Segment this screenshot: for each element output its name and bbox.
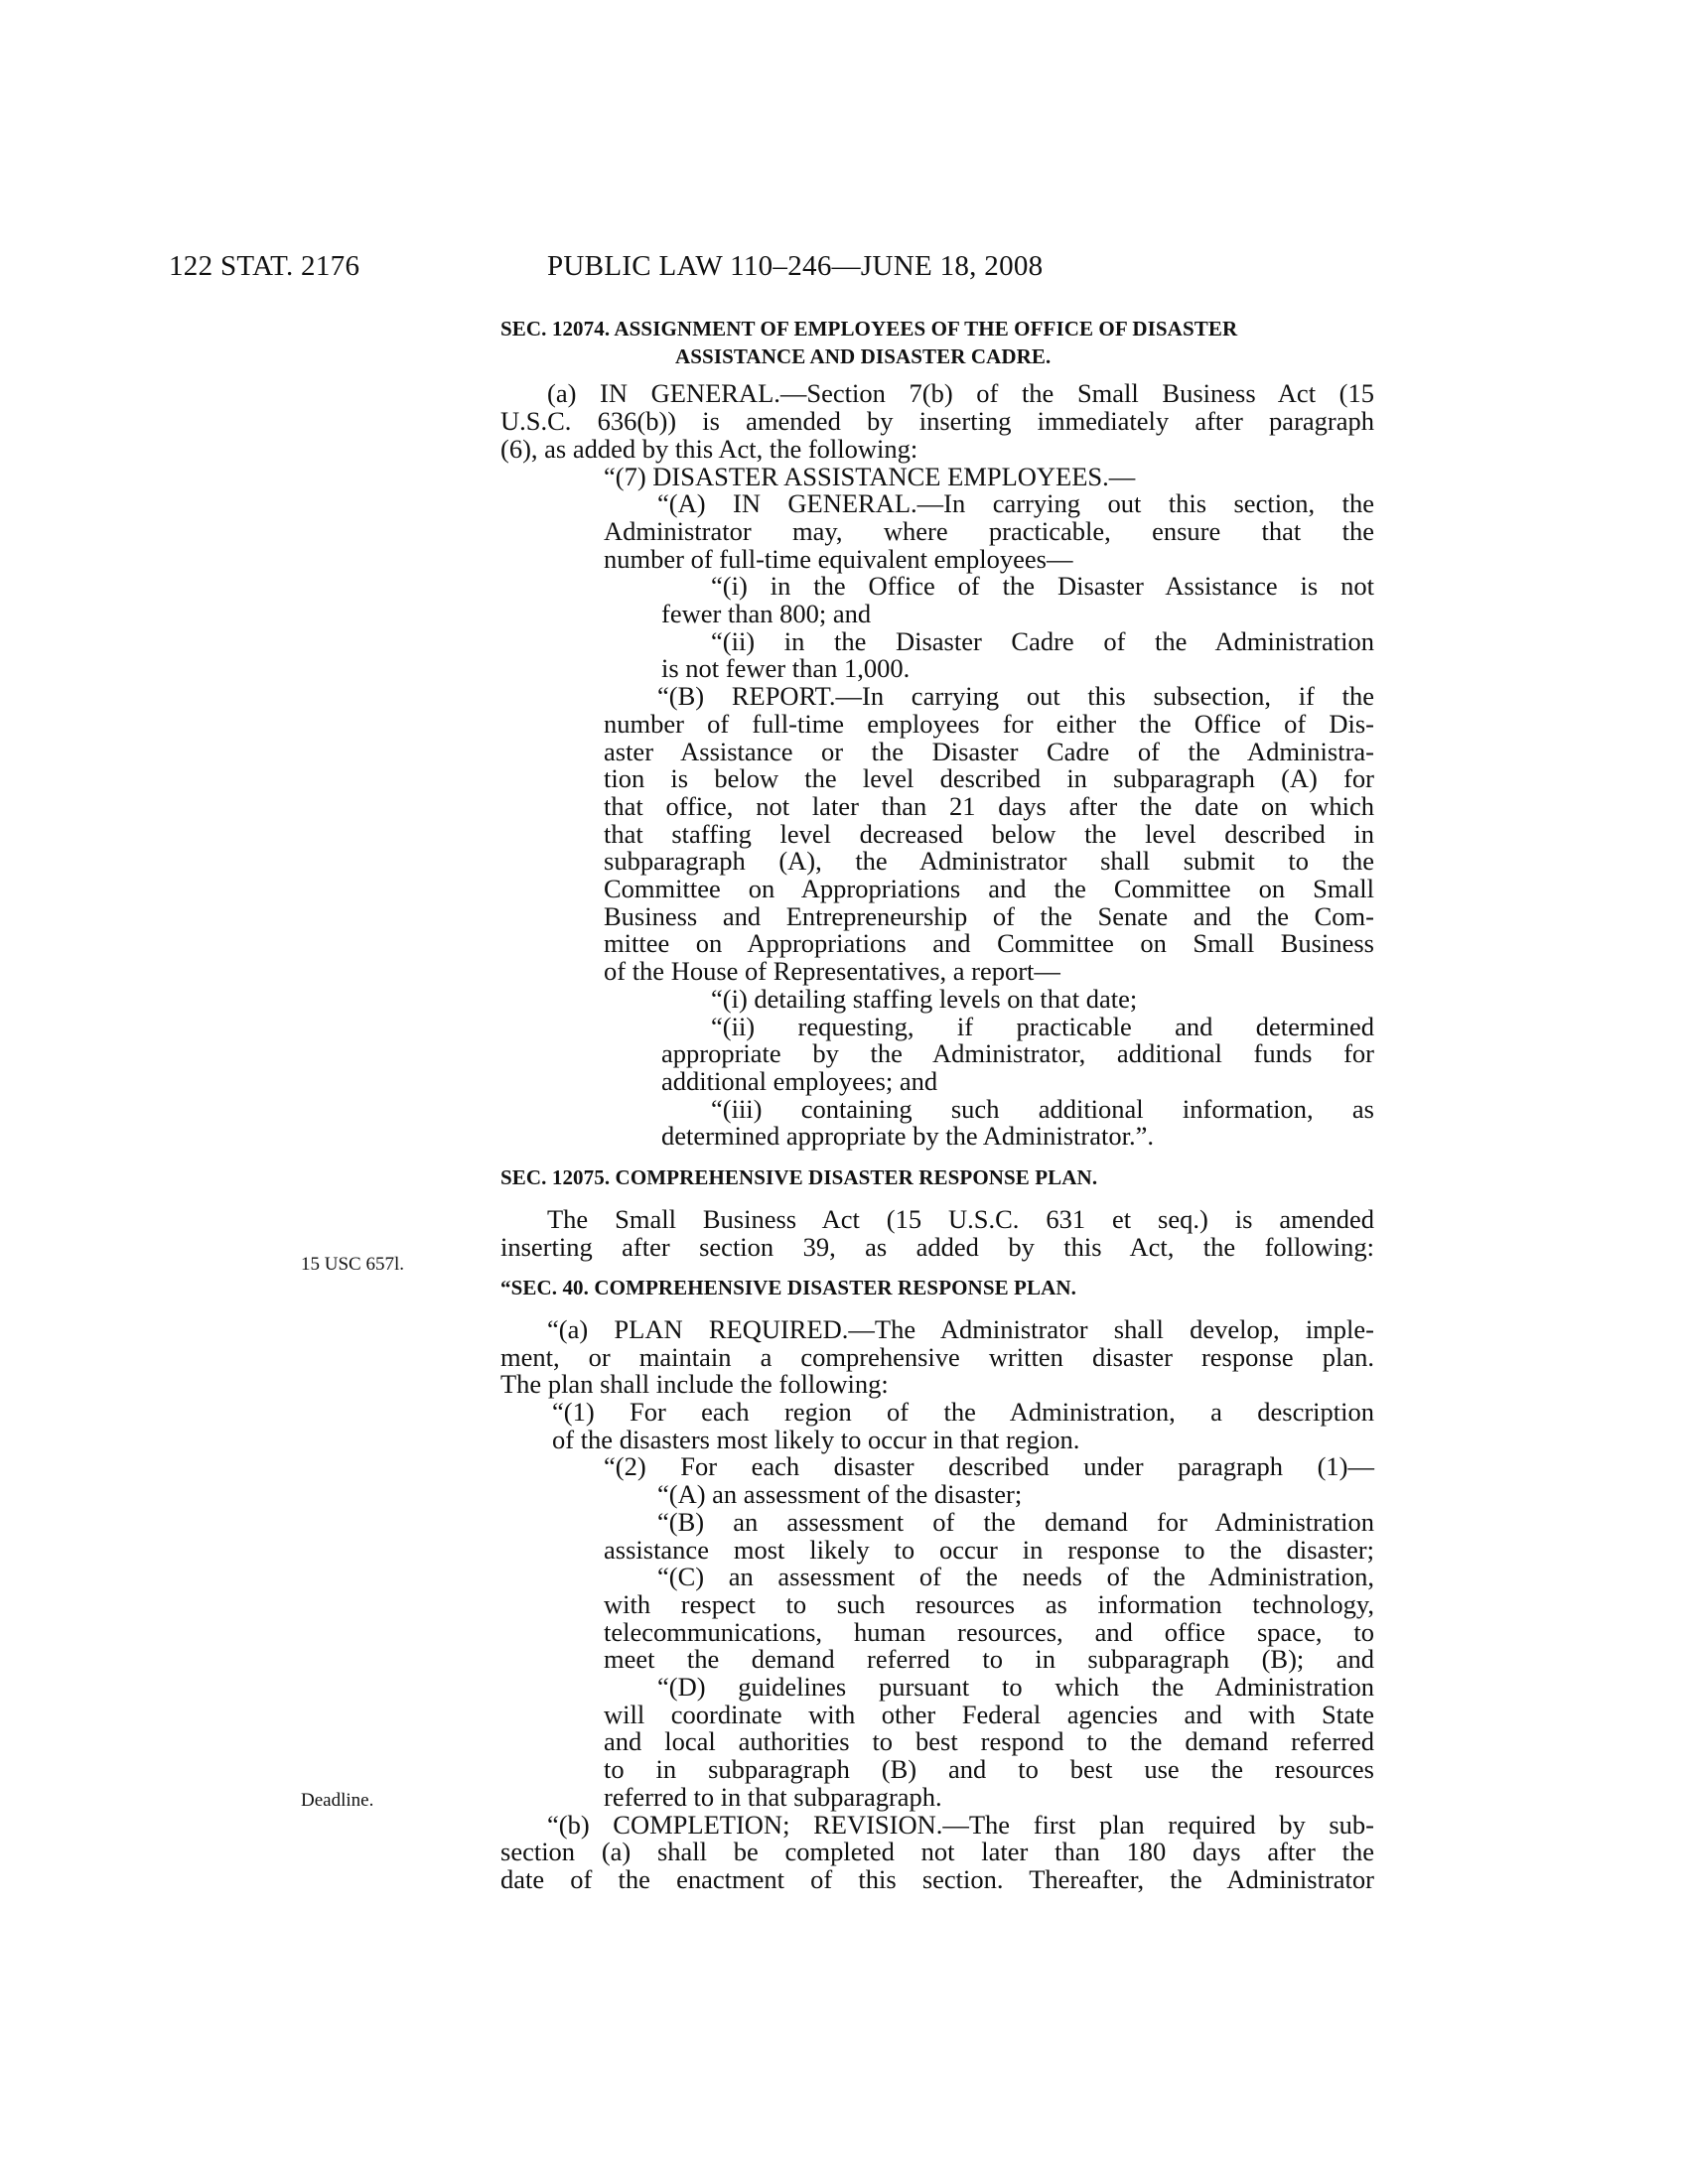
text-line: number of full-time equivalent employees—	[604, 543, 1073, 574]
text-line: that staffing level decreased below the level described in	[604, 818, 1374, 849]
text-line: The Small Business Act (15 U.S.C. 631 et seq.) is amended	[547, 1203, 1374, 1234]
text-line: section (a) shall be completed not later than 180 days after the	[500, 1837, 1374, 1867]
text-line: “(1) For each region of the Administration, a description	[552, 1397, 1374, 1428]
text-line: Administrator may, where practicable, ensure that the	[604, 515, 1374, 546]
text-line: subparagraph (A), the Administrator shall submit to the	[604, 846, 1374, 877]
text-line: U.S.C. 636(b)) is amended by inserting immediately after paragraph	[500, 406, 1374, 437]
text-line: inserting after section 39, as added by this Act, the following:	[500, 1231, 1374, 1262]
text-line: “(B) an assessment of the demand for Administration	[657, 1506, 1374, 1537]
text-line: “(B) REPORT.—In carrying out this subsection, if the	[657, 681, 1374, 712]
text-line: and local authorities to best respond to the demand referred	[604, 1726, 1374, 1757]
page-running-header: PUBLIC LAW 110–246—JUNE 18, 2008	[547, 250, 1044, 282]
document-body	[500, 316, 1374, 1894]
text-line: meet the demand referred to in subparagraph (B); and	[604, 1644, 1374, 1675]
text-line: “(ii) in the Disaster Cadre of the Administration	[711, 625, 1374, 656]
text-line: “(b) COMPLETION; REVISION.—The first plan required by sub-	[547, 1809, 1374, 1840]
text-line: of the House of Representatives, a report—	[604, 956, 1060, 987]
text-line: “(i) in the Office of the Disaster Assistance is not	[711, 571, 1374, 602]
text-line: ment, or maintain a comprehensive written disaster response plan.	[500, 1341, 1374, 1372]
text-line: to in subparagraph (B) and to best use the resources	[604, 1754, 1374, 1785]
text-line: “(a) PLAN REQUIRED.—The Administrator shall develop, imple-	[547, 1313, 1374, 1344]
text-line: with respect to such resources as information technology,	[604, 1588, 1374, 1619]
text-line: “(iii) containing such additional information, as	[711, 1093, 1374, 1124]
text-line: appropriate by the Administrator, additional funds for	[661, 1038, 1374, 1069]
text-line: fewer than 800; and	[661, 599, 872, 629]
section-heading: ASSISTANCE AND DISASTER CADRE.	[675, 343, 1052, 368]
text-line: (6), as added by this Act, the following:	[500, 433, 918, 464]
margin-note-deadline: Deadline.	[301, 1790, 374, 1811]
text-line: aster Assistance or the Disaster Cadre of the Administra-	[604, 736, 1374, 766]
text-line: telecommunications, human resources, and office space, to	[604, 1616, 1374, 1647]
text-line: Business and Entrepreneurship of the Senate and the Com-	[604, 900, 1374, 931]
text-line: “(A) an assessment of the disaster;	[657, 1479, 1023, 1510]
text-line: date of the enactment of this section. Thereafter, the Administrator	[500, 1863, 1374, 1894]
text-line: “(D) guidelines pursuant to which the Administration	[657, 1672, 1374, 1703]
text-line: assistance most likely to occur in response to the disaster;	[604, 1534, 1374, 1565]
text-line: number of full-time employees for either the Office of Dis-	[604, 708, 1374, 739]
text-line: The plan shall include the following:	[500, 1369, 889, 1400]
text-line: (a) IN GENERAL.—Section 7(b) of the Small Business Act (15	[547, 378, 1374, 409]
section-heading: SEC. 12074. ASSIGNMENT OF EMPLOYEES OF THE OFFICE OF DISASTER	[500, 317, 1238, 341]
text-line: “(ii) requesting, if practicable and determined	[711, 1011, 1374, 1041]
section-heading: “SEC. 40. COMPREHENSIVE DISASTER RESPONSE PLAN.	[500, 1276, 1076, 1300]
text-line: that office, not later than 21 days after the date on which	[604, 790, 1374, 821]
text-line: “(C) an assessment of the needs of the Administration,	[657, 1562, 1374, 1592]
section-heading: SEC. 12075. COMPREHENSIVE DISASTER RESPONSE PLAN.	[500, 1165, 1098, 1190]
text-line: “(A) IN GENERAL.—In carrying out this section, the	[657, 488, 1374, 519]
text-line: Committee on Appropriations and the Committee on Small	[604, 874, 1374, 904]
text-line: additional employees; and	[661, 1065, 938, 1096]
text-line: mittee on Appropriations and Committee on Small Business	[604, 928, 1374, 959]
text-line: “(2) For each disaster described under paragraph (1)—	[604, 1451, 1374, 1482]
text-line: is not fewer than 1,000.	[661, 653, 911, 684]
margin-note-usc: 15 USC 657l.	[301, 1254, 404, 1275]
text-line: referred to in that subparagraph.	[604, 1781, 942, 1812]
text-line: “(7) DISASTER ASSISTANCE EMPLOYEES.—	[604, 461, 1136, 491]
page-stat-citation: 122 STAT. 2176	[169, 250, 360, 282]
text-line: determined appropriate by the Administrator.”.	[661, 1121, 1154, 1152]
text-line: will coordinate with other Federal agencies and with State	[604, 1699, 1374, 1729]
text-line: of the disasters most likely to occur in that region.	[552, 1424, 1080, 1454]
text-line: “(i) detailing staffing levels on that date;	[711, 983, 1138, 1014]
text-line: tion is below the level described in subparagraph (A) for	[604, 763, 1374, 794]
